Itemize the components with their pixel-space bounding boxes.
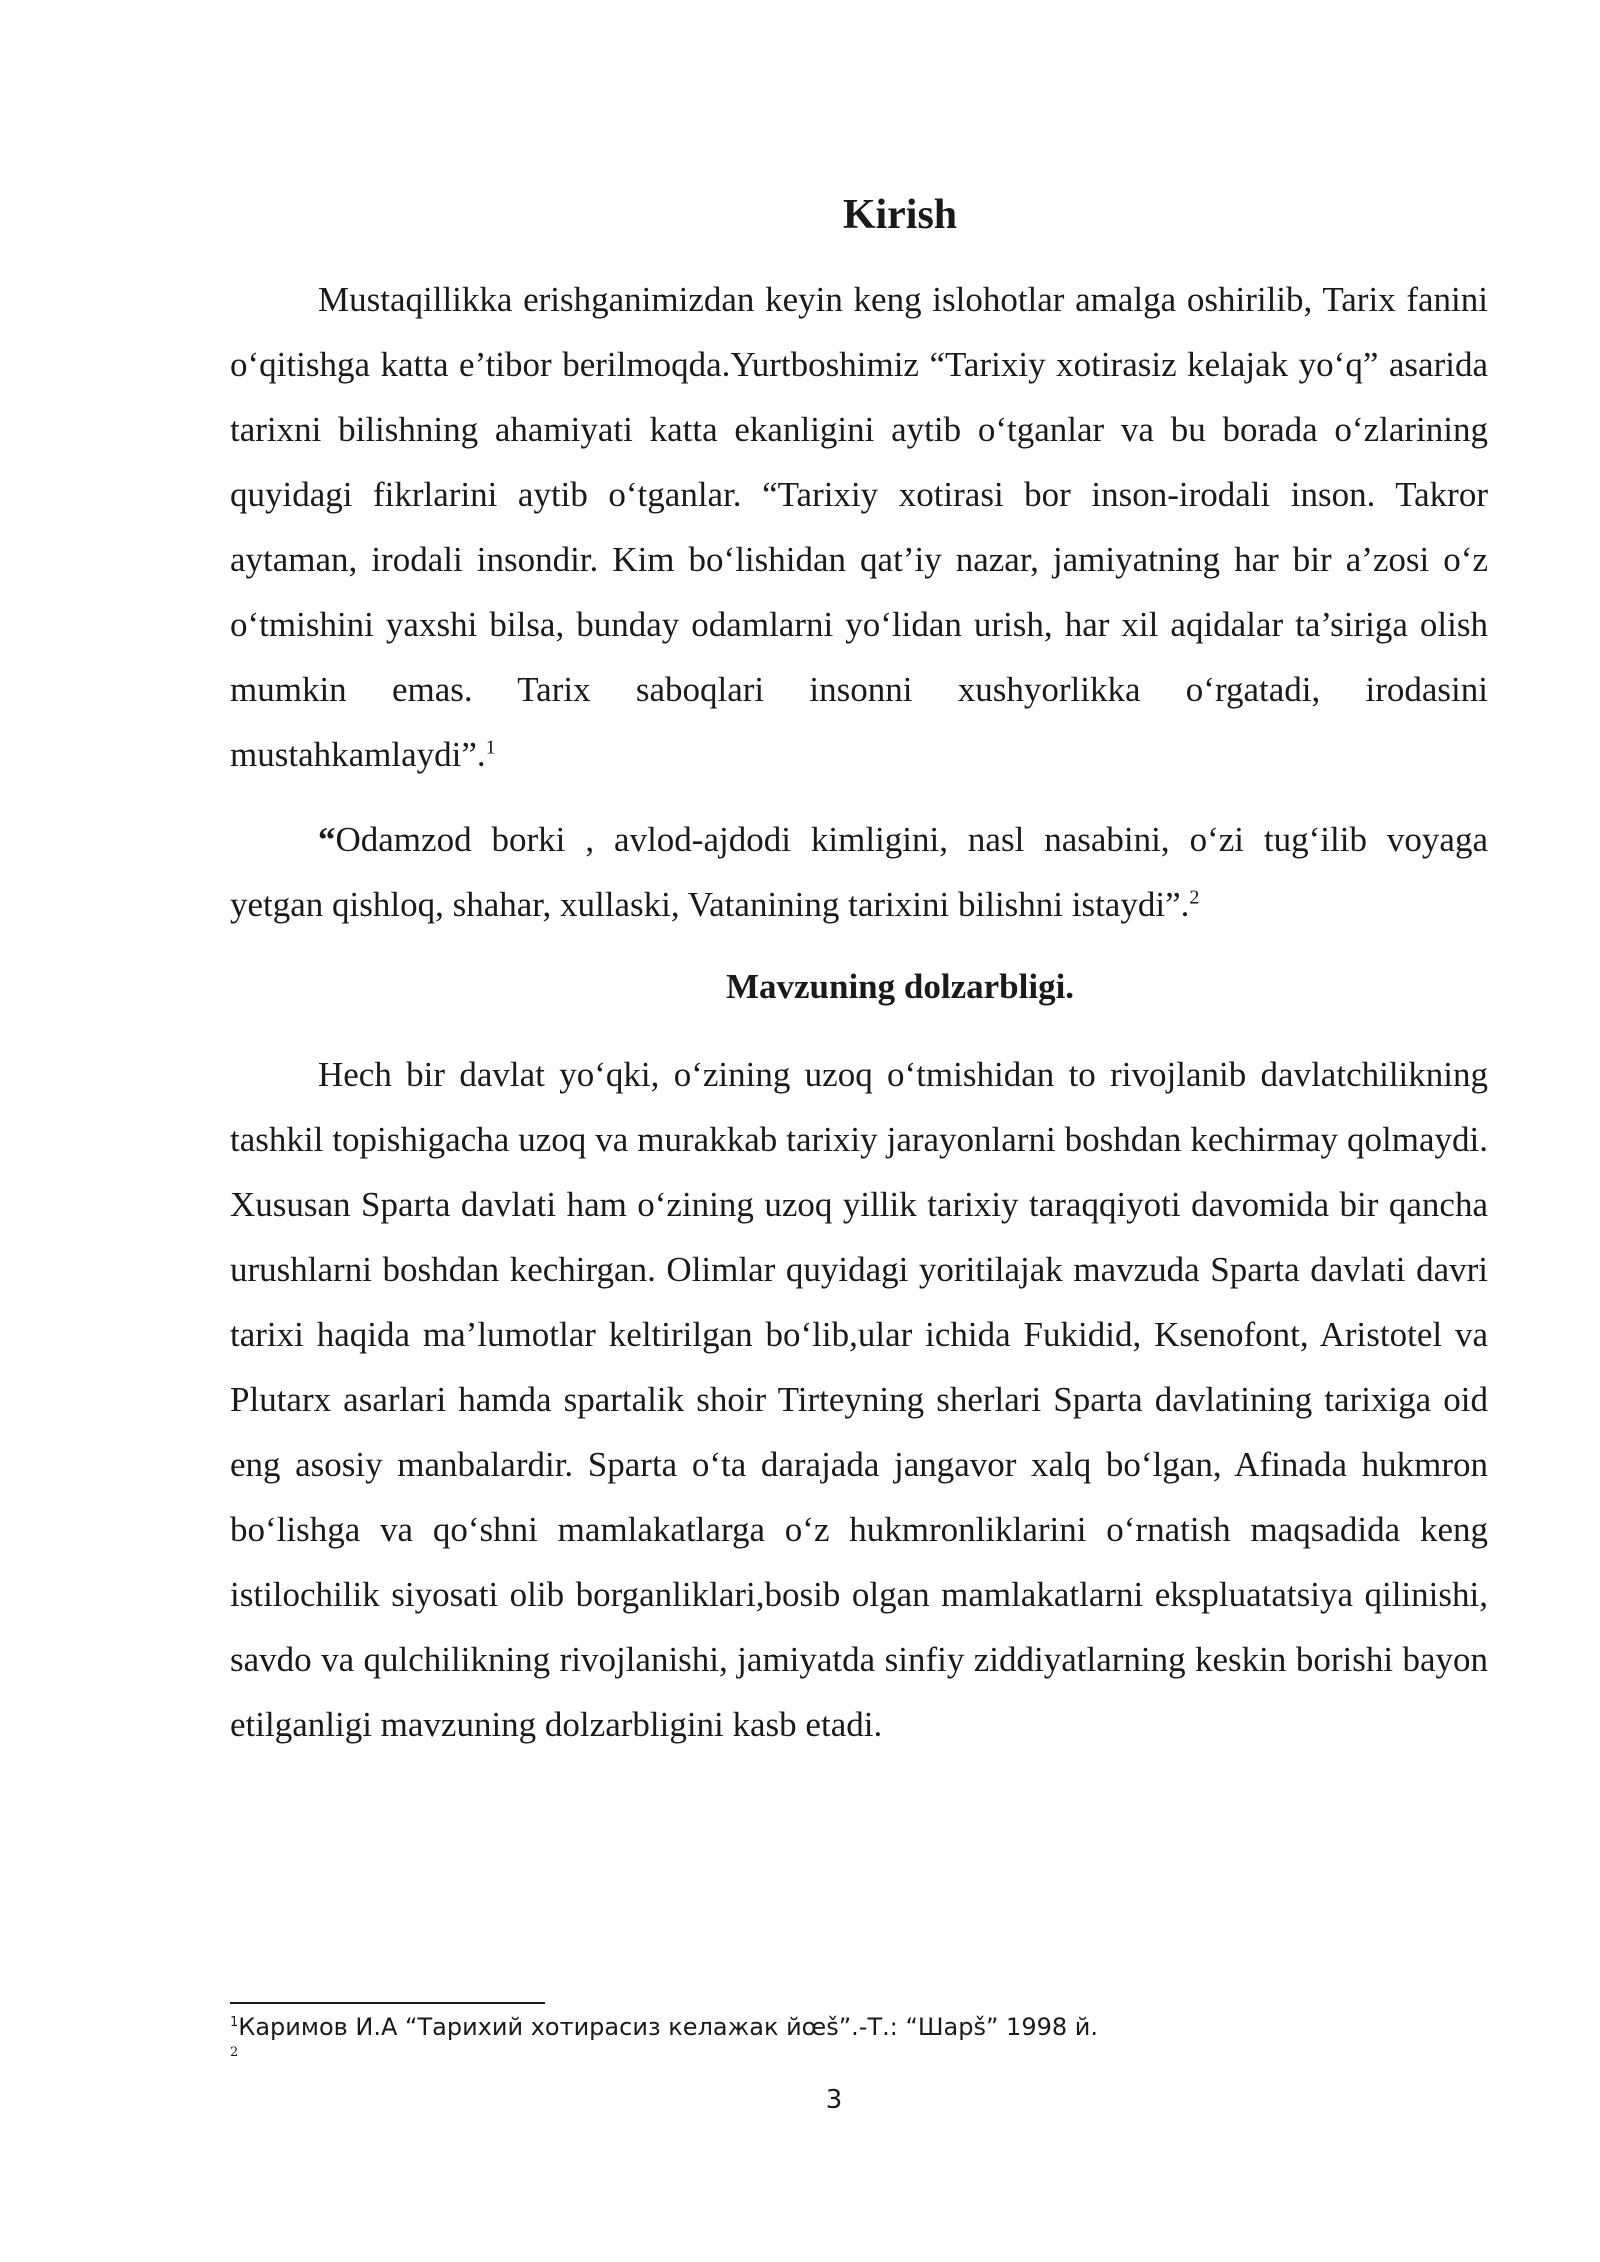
page-content [230,180,1488,1757]
page-title: Kirish [842,192,958,238]
footnote-1 [230,2012,1488,2042]
intro-paragraph-text: Mustaqillikka erishganimizdan keyin keng islohotlar amalga oshirilib, Tarix fanini o‘qitishga katta e’tibor berilmoqda.Yurtboshimiz “Tarixiy xotirasiz kelajak yo‘q” asarida tarixni bilishning ahamiyati katta ekanligini aytib o‘tganlar va bu borada o‘zlarining quyidagi fikrlarini aytib o‘tganlar. “Tarixiy xotirasi bor inson-irodali inson. Takror aytaman, irodali insondir. Kim bo‘lishidan qat’iy nazar, jamiyatning har bir a’zosi o‘z o‘tmishini yaxshi bilsa, bunday odamlarni yo‘lidan urish, har xil aqidalar ta’siriga olish mumkin emas. Tarix saboqlari insonni xushyorlikka o‘rgatadi, irodasini mustahkamlaydi”. [230,280,1488,774]
quote-open-mark: “ [318,820,336,859]
footnote-1-marker: 1 [230,2015,239,2030]
footnote-1-text: Каримов И.А “Тарихий хотирасиз келажак йœš”.-Т.: “Шарš” 1998 й. [238,2013,1098,2041]
footnote-2-marker: 2 [230,2045,239,2060]
quote-paragraph-text: Odamzod borki , avlod-ajdodi kimligini, nasl nasabini, o‘zi tug‘ilib voyaga yetgan qishloq, shahar, xullaski, Vatanining tarixini bilishni istaydi”. [230,820,1488,924]
footnote-ref-2: 2 [1189,886,1200,909]
section-subtitle: Mavzuning dolzarbligi. [725,967,1075,1006]
page-number: 3 [825,2085,843,2115]
quote-paragraph [230,807,1488,937]
relevance-paragraph: Hech bir davlat yo‘qki, o‘zining uzoq o‘tmishidan to rivojlanib davlatchilikning tashkil topishigacha uzoq va murakkab tarixiy jarayonlarni boshdan kechirmay qolmaydi. Xususan Sparta davlati ham o‘zining uzoq yillik tarixiy taraqqiyoti davomida bir qancha urushlarni boshdan kechirgan. Olimlar quyidagi yoritilajak mavzuda Sparta davlati davri tarixi haqida ma’lumotlar keltirilgan bo‘lib,ular ichida Fukidid, Ksenofont, Aristotel va Plutarx asarlari hamda spartalik shoir Tirteyning sherlari Sparta davlatining tarixiga oid eng asosiy manbalardir. Sparta o‘ta darajada jangavor xalq bo‘lgan, Afinada hukmron bo‘lishga va qo‘shni mamlakatlarga o‘z hukmronliklarini o‘rnatish maqsadida keng istilochilik siyosati olib borganliklari,bosib olgan mamlakatlarni ekspluatatsiya qilinishi, savdo va qulchilikning rivojlanishi, jamiyatda sinfiy ziddiyatlarning keskin borishi bayon etilganligi mavzuning dolzarbligini kasb etadi. [230,1055,1488,1744]
intro-paragraph [230,267,1488,787]
footnote-separator [230,2002,545,2004]
footnote-2 [230,2044,1488,2062]
footnote-ref-1: 1 [485,736,496,759]
footnotes-section [230,2002,1488,2062]
